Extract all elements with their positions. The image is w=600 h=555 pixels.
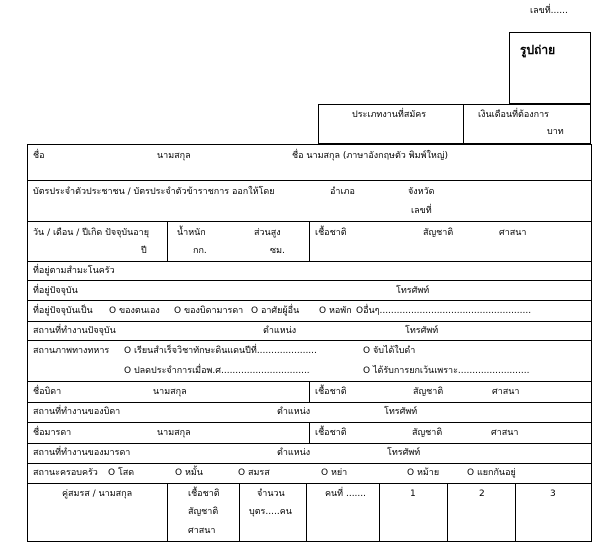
kg-label: กก.	[193, 246, 207, 256]
race-label: เชื้อชาติ	[315, 228, 347, 238]
religion-label: ศาสนา	[499, 228, 527, 238]
spouse-label: คู่สมรส / นามสกุล	[62, 489, 133, 499]
father-religion-label: ศาสนา	[492, 387, 520, 397]
father-name-label: ชื่อบิดา	[33, 387, 62, 397]
cm-label: ซม.	[270, 246, 285, 256]
residence-type-label: ที่อยู่ปัจจุบันเป็น	[33, 306, 93, 316]
first-name-label: ชื่อ	[33, 151, 45, 161]
family-status-label: สถานะครอบครัว	[33, 468, 98, 478]
nationality-label: สัญชาติ	[423, 228, 454, 238]
registered-address-label: ที่อยู่ตามสำมะโนครัว	[33, 266, 115, 276]
military-discharged-option[interactable]: O ปลดประจำการเมื่อพ.ศ...............................	[124, 366, 310, 376]
child-number-label: คนที่ .......	[325, 489, 366, 499]
status-divorced-option[interactable]: O หย่า	[321, 468, 348, 478]
status-married-option[interactable]: O สมรส	[238, 468, 270, 478]
residence-others-option[interactable]: O อาศัยผู้อื่น	[251, 306, 300, 316]
position-applied-label: ประเภทงานที่สมัคร	[352, 110, 427, 120]
child-column-1: 1	[410, 489, 416, 499]
weight-label: น้ำหนัก	[177, 228, 206, 238]
last-name-label: นามสกุล	[157, 151, 191, 161]
spouse-race-label: เชื้อชาติ	[188, 489, 220, 499]
father-position-label: ตำแหน่ง	[277, 407, 311, 417]
expected-salary-label: เงินเดือนที่ต้องการ	[478, 110, 550, 120]
military-training-option[interactable]: O เรียนสำเร็จวิชาทักษะดินแดนปีที่.....................	[124, 346, 317, 356]
father-race-label: เชื้อชาติ	[315, 387, 347, 397]
name-english-label: ชื่อ นามสกุล (ภาษาอังกฤษตัว พิมพ์ใหญ่)	[292, 151, 449, 161]
father-phone-label: โทรศัพท์	[384, 407, 418, 417]
work-position-label: ตำแหน่ง	[263, 326, 297, 336]
age-year-label: ปี	[141, 246, 147, 256]
baht-label: บาท	[547, 127, 564, 137]
military-drafted-option[interactable]: O จับได้ใบดำ	[363, 346, 416, 356]
mother-name-label: ชื่อมารดา	[33, 428, 72, 438]
work-phone-label: โทรศัพท์	[405, 326, 439, 336]
military-exempted-option[interactable]: O ได้รับการยกเว้นเพราะ.........................	[363, 366, 530, 376]
district-label: อำเภอ	[330, 187, 355, 197]
child-column-2: 2	[479, 489, 485, 499]
spouse-nationality-label: สัญชาติ	[188, 507, 219, 517]
mother-workplace-label: สถานที่ทำงานของมารดา	[33, 448, 131, 458]
id-card-label: บัตรประจำตัวประชาชน / บัตรประจำตัวข้าราชการ ออกให้โดย	[33, 187, 275, 197]
mother-nationality-label: สัญชาติ	[412, 428, 443, 438]
dob-age-label: วัน / เดือน / ปีเกิด ปัจจุบันอายุ	[33, 228, 149, 238]
status-engaged-option[interactable]: O หมั้น	[175, 468, 203, 478]
mother-lastname-label: นามสกุล	[157, 428, 191, 438]
children-count-label: จำนวน	[257, 489, 285, 499]
children-unit-label: บุตร.....คน	[249, 507, 292, 517]
height-label: ส่วนสูง	[254, 228, 281, 238]
father-workplace-label: สถานที่ทำงานของบิดา	[33, 407, 121, 417]
workplace-label: สถานที่ทำงานปัจจุบัน	[33, 326, 116, 336]
father-lastname-label: นามสกุล	[153, 387, 187, 397]
military-status-label: สถานภาพทางทหาร	[33, 346, 110, 356]
residence-own-option[interactable]: O ของตนเอง	[109, 306, 160, 316]
photo-label: รูปถ่าย	[520, 43, 556, 57]
spouse-religion-label: ศาสนา	[188, 526, 216, 536]
status-widowed-option[interactable]: O หม้าย	[407, 468, 440, 478]
mother-phone-label: โทรศัพท์	[387, 448, 421, 458]
current-address-label: ที่อยู่ปัจจุบัน	[33, 286, 78, 296]
status-separated-option[interactable]: O แยกกันอยู่	[467, 468, 516, 478]
status-single-option[interactable]: O โสด	[108, 468, 135, 478]
document-number: เลขที่......	[530, 6, 568, 16]
mother-position-label: ตำแหน่ง	[277, 448, 311, 458]
photo-box	[509, 32, 591, 104]
card-number-label: เลขที่	[411, 206, 432, 216]
province-label: จังหวัด	[408, 187, 435, 197]
child-column-3: 3	[550, 489, 556, 499]
mother-religion-label: ศาสนา	[491, 428, 519, 438]
current-phone-label: โทรศัพท์	[396, 286, 430, 296]
residence-other-option[interactable]: Oอื่นๆ.....................................................	[356, 306, 532, 316]
mother-race-label: เชื้อชาติ	[315, 428, 347, 438]
residence-dorm-option[interactable]: O หอพัก	[319, 306, 352, 316]
residence-parents-option[interactable]: O ของบิดามารดา	[174, 306, 244, 316]
father-nationality-label: สัญชาติ	[413, 387, 444, 397]
